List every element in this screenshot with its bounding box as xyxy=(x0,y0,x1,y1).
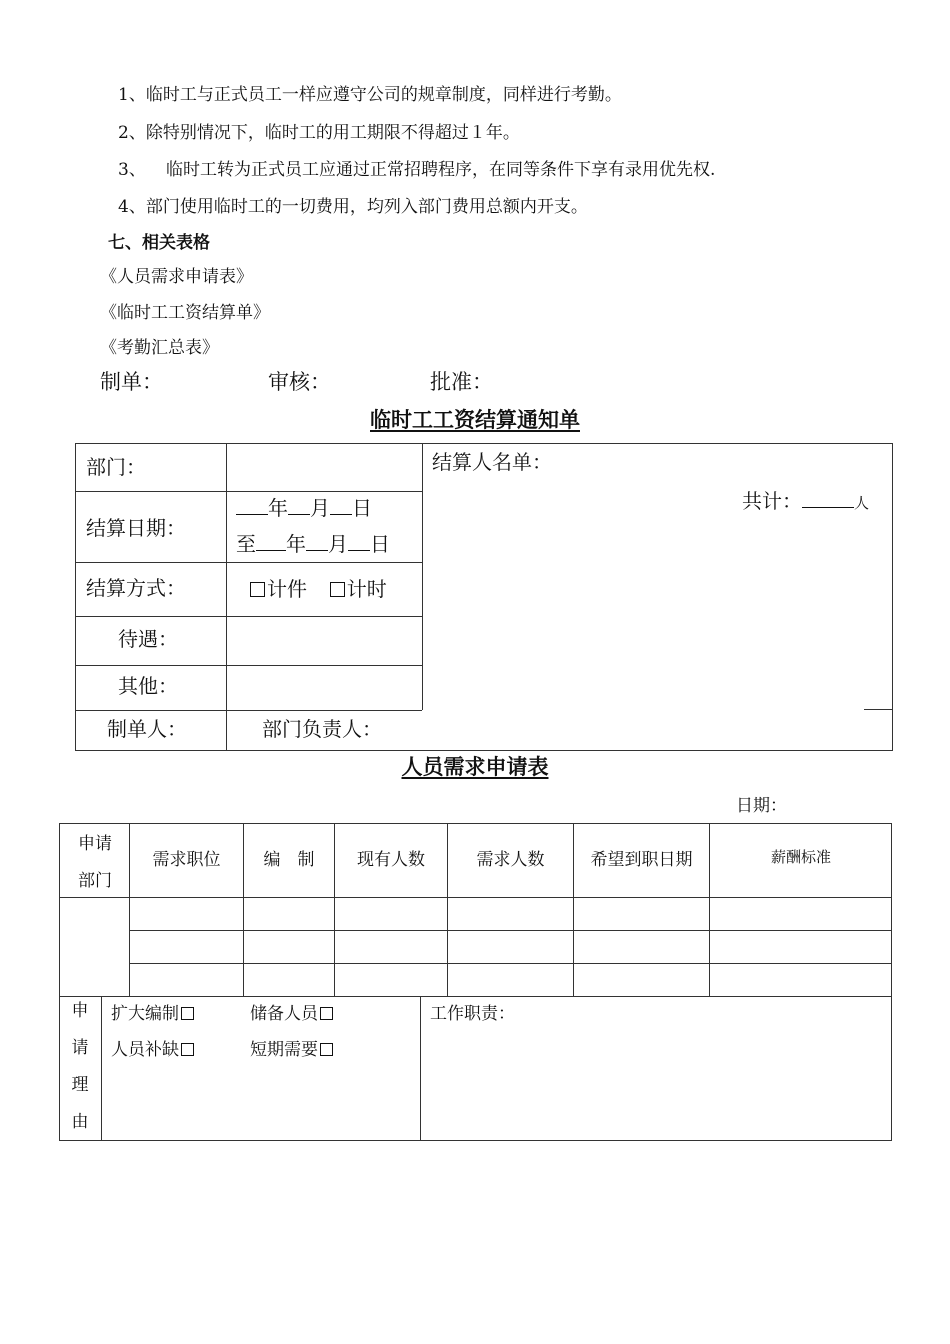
rule-1: 1、临时工与正式员工一样应遵守公司的规章制度，同样进行考勤。 xyxy=(118,85,622,105)
method-label: 结算方式： xyxy=(86,576,186,600)
rule-3-number: 3、 xyxy=(118,160,146,180)
expand-checkbox[interactable] xyxy=(181,1007,194,1020)
request-outer-border xyxy=(59,823,892,1141)
dept-head-label: 部门负责人： xyxy=(262,717,382,741)
reason-reserve: 储备人员 xyxy=(250,999,335,1024)
other-label: 其他： xyxy=(118,674,178,698)
backfill-checkbox[interactable] xyxy=(181,1043,194,1056)
treatment-label: 待遇： xyxy=(118,627,178,651)
header-position: 需求职位 xyxy=(152,850,221,870)
reason-backfill: 人员补缺 xyxy=(111,1035,196,1060)
settle-date-label: 结算日期： xyxy=(86,516,186,540)
request-title: 人员需求申请表 xyxy=(401,754,549,779)
maker-label: 制单人： xyxy=(107,717,187,741)
piece-label: 计件 xyxy=(267,577,307,601)
settlement-row-line xyxy=(75,616,422,617)
header-apply-dept: 申请部门 xyxy=(78,834,112,891)
date-line-1: 年 月 日 xyxy=(236,492,372,521)
piece-checkbox[interactable] xyxy=(250,582,265,597)
header-quota: 编 制 xyxy=(263,850,315,870)
settlement-right-tick xyxy=(864,709,892,710)
settlement-row-line xyxy=(75,665,422,666)
header-start-date: 希望到职日期 xyxy=(590,850,693,870)
settlement-row-line xyxy=(75,562,422,563)
signature-approve: 批准： xyxy=(430,370,493,394)
rule-2: 2、除特别情况下，临时工的用工期限不得超过１年。 xyxy=(118,123,520,143)
time-checkbox[interactable] xyxy=(330,582,345,597)
section-heading: 七、相关表格 xyxy=(108,233,210,253)
dept-label: 部门： xyxy=(86,455,146,479)
form-3: 《考勤汇总表》 xyxy=(100,338,219,358)
names-label: 结算人名单： xyxy=(432,450,552,474)
settlement-title: 临时工工资结算通知单 xyxy=(370,407,580,432)
signature-maker: 制单： xyxy=(100,370,163,394)
reserve-checkbox[interactable] xyxy=(320,1007,333,1020)
settlement-row-line xyxy=(75,710,422,711)
duties-label: 工作职责： xyxy=(430,1004,515,1024)
rule-3-text: 临时工转为正式员工应通过正常招聘程序，在同等条件下享有录用优先权. xyxy=(166,160,716,180)
settlement-col-divider xyxy=(226,443,227,751)
method-options xyxy=(250,573,387,602)
request-duties-divider xyxy=(420,996,421,1141)
request-reason-divider xyxy=(101,996,102,1141)
request-header-line xyxy=(59,897,892,898)
request-row-line xyxy=(59,996,892,997)
total xyxy=(742,485,869,514)
total-unit: 人 xyxy=(854,494,870,512)
request-date-label: 日期： xyxy=(736,796,787,816)
form-1: 《人员需求申请表》 xyxy=(100,267,253,287)
rule-4: 4、部门使用临时工的一切费用，均列入部门费用总额内开支。 xyxy=(118,197,588,217)
form-2: 《临时工工资结算单》 xyxy=(100,303,270,323)
reason-label: 申 请 理 由 xyxy=(71,1001,89,1132)
signature-review: 审核： xyxy=(268,370,331,394)
header-salary: 薪酬标准 xyxy=(770,848,831,866)
settlement-left-right-divider xyxy=(422,443,423,710)
header-needed: 需求人数 xyxy=(476,850,545,870)
reason-short-term: 短期需要 xyxy=(250,1035,335,1060)
header-current: 现有人数 xyxy=(357,850,425,870)
date-line-2: 至 年 月 日 xyxy=(236,532,390,556)
time-label: 计时 xyxy=(346,577,387,601)
reason-expand: 扩大编制 xyxy=(111,999,196,1024)
short-term-checkbox[interactable] xyxy=(320,1043,333,1056)
total-label: 共计： xyxy=(742,489,802,513)
